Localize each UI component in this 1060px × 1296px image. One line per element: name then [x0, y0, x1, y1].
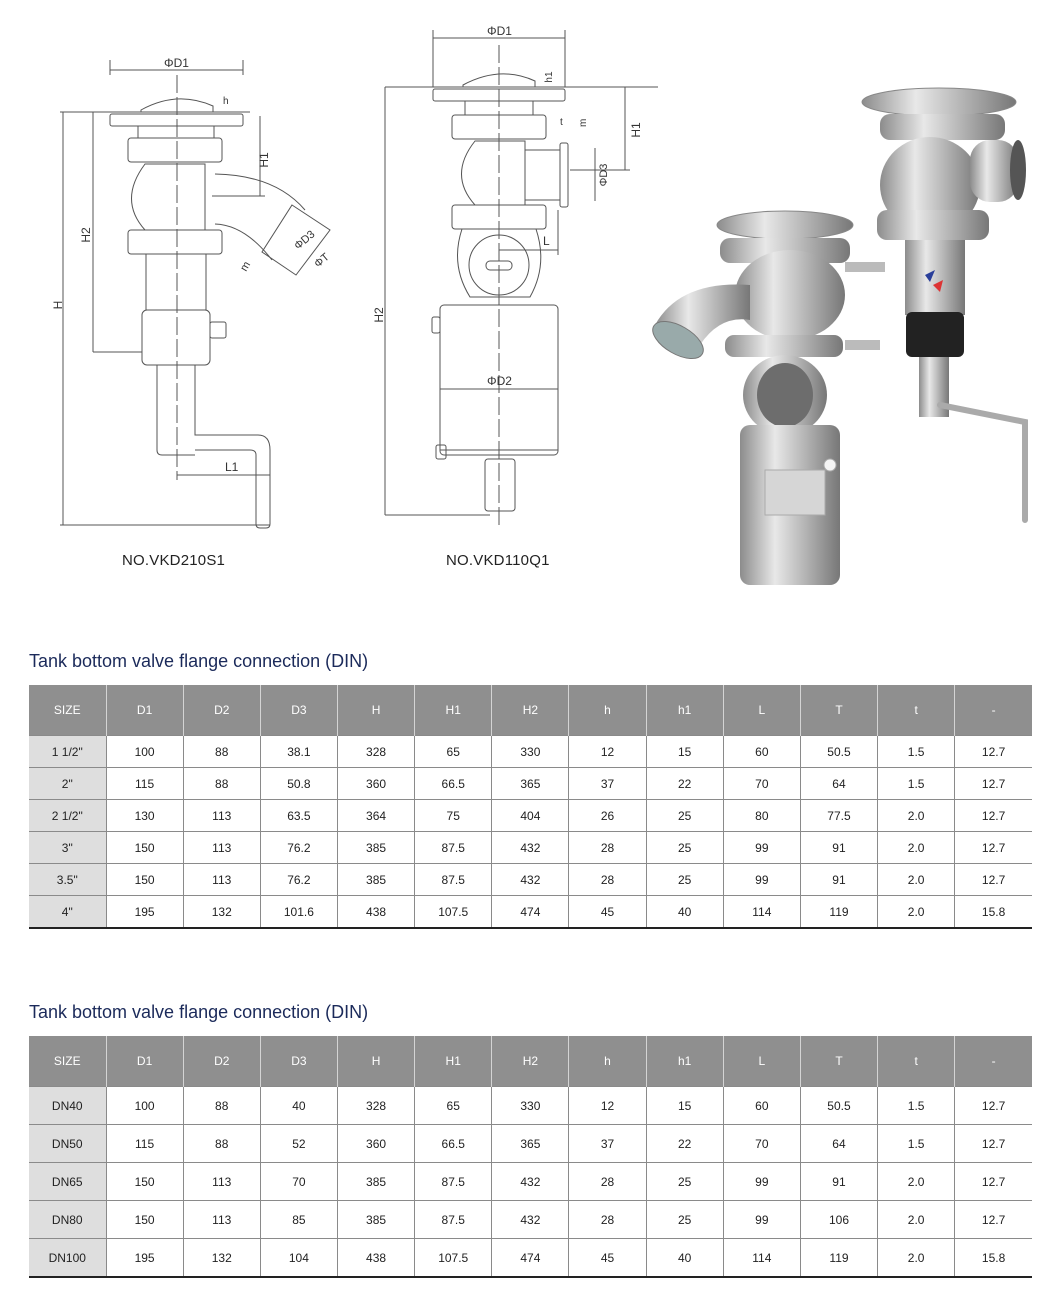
value-cell: 432	[492, 1163, 569, 1201]
table-row	[29, 800, 1032, 832]
value-cell: 45	[569, 896, 646, 929]
value-cell: 52	[260, 1125, 337, 1163]
table-row	[29, 832, 1032, 864]
value-cell: 12.7	[955, 1163, 1032, 1201]
value-cell: 87.5	[415, 832, 492, 864]
value-cell: 1.5	[878, 1125, 955, 1163]
value-cell: 12.7	[955, 768, 1032, 800]
spec-table-inch	[29, 685, 1032, 929]
svg-text:H: H	[51, 300, 65, 310]
value-cell: 91	[800, 832, 877, 864]
svg-text:ΦD1: ΦD1	[487, 24, 512, 38]
value-cell: 37	[569, 768, 646, 800]
col-header: SIZE	[29, 1036, 106, 1087]
svg-text:m: m	[238, 259, 254, 274]
value-cell: 38.1	[260, 736, 337, 768]
value-cell: 25	[646, 832, 723, 864]
table-2-title: Tank bottom valve flange connection (DIN)	[29, 1002, 369, 1022]
value-cell: 113	[183, 832, 260, 864]
value-cell: 22	[646, 768, 723, 800]
svg-text:t: t	[560, 117, 563, 128]
value-cell: 76.2	[260, 832, 337, 864]
value-cell: 40	[260, 1087, 337, 1125]
value-cell: 115	[106, 1125, 183, 1163]
size-cell: 4"	[29, 896, 106, 929]
table-header-row	[29, 1036, 1032, 1087]
value-cell: 113	[183, 1163, 260, 1201]
table-row	[29, 768, 1032, 800]
svg-text:H1: H1	[257, 152, 271, 168]
value-cell: 119	[800, 1239, 877, 1278]
value-cell: 2.0	[878, 896, 955, 929]
value-cell: 119	[800, 896, 877, 929]
col-header: L	[723, 685, 800, 736]
value-cell: 1.5	[878, 736, 955, 768]
table-row	[29, 1163, 1032, 1201]
col-header: H	[337, 1036, 414, 1087]
value-cell: 1.5	[878, 768, 955, 800]
value-cell: 106	[800, 1201, 877, 1239]
col-header: L	[723, 1036, 800, 1087]
value-cell: 87.5	[415, 1201, 492, 1239]
value-cell: 150	[106, 864, 183, 896]
value-cell: 45	[569, 1239, 646, 1278]
value-cell: 88	[183, 1125, 260, 1163]
value-cell: 22	[646, 1125, 723, 1163]
size-cell: DN40	[29, 1087, 106, 1125]
value-cell: 432	[492, 1201, 569, 1239]
value-cell: 2.0	[878, 832, 955, 864]
col-header: h	[569, 1036, 646, 1087]
value-cell: 2.0	[878, 1201, 955, 1239]
svg-text:h: h	[223, 96, 229, 107]
value-cell: 64	[800, 768, 877, 800]
col-header: H2	[492, 1036, 569, 1087]
col-header: -	[955, 685, 1032, 736]
value-cell: 385	[337, 832, 414, 864]
table-row	[29, 864, 1032, 896]
value-cell: 385	[337, 864, 414, 896]
value-cell: 15.8	[955, 896, 1032, 929]
value-cell: 100	[106, 736, 183, 768]
value-cell: 113	[183, 1201, 260, 1239]
diagram-vkd110q1	[370, 15, 660, 535]
svg-text:m: m	[578, 118, 589, 127]
value-cell: 63.5	[260, 800, 337, 832]
value-cell: 150	[106, 1201, 183, 1239]
value-cell: 12.7	[955, 1087, 1032, 1125]
col-header: h1	[646, 1036, 723, 1087]
table-row	[29, 1125, 1032, 1163]
col-header: D2	[183, 685, 260, 736]
col-header: H1	[415, 685, 492, 736]
value-cell: 100	[106, 1087, 183, 1125]
col-header: T	[800, 1036, 877, 1087]
table-header-row	[29, 685, 1032, 736]
col-header: h	[569, 685, 646, 736]
value-cell: 432	[492, 832, 569, 864]
value-cell: 77.5	[800, 800, 877, 832]
spec-table-dn	[29, 1036, 1032, 1278]
value-cell: 91	[800, 864, 877, 896]
table-row	[29, 896, 1032, 929]
value-cell: 28	[569, 1201, 646, 1239]
value-cell: 132	[183, 896, 260, 929]
value-cell: 15	[646, 736, 723, 768]
value-cell: 88	[183, 768, 260, 800]
value-cell: 328	[337, 1087, 414, 1125]
size-cell: 3.5"	[29, 864, 106, 896]
value-cell: 115	[106, 768, 183, 800]
model-caption-vkd210s1: NO.VKD210S1	[122, 552, 226, 569]
value-cell: 195	[106, 896, 183, 929]
model-caption-vkd110q1: NO.VKD110Q1	[446, 552, 550, 569]
size-cell: 1 1/2"	[29, 736, 106, 768]
value-cell: 365	[492, 768, 569, 800]
value-cell: 50.5	[800, 1087, 877, 1125]
value-cell: 107.5	[415, 1239, 492, 1278]
value-cell: 404	[492, 800, 569, 832]
value-cell: 474	[492, 1239, 569, 1278]
value-cell: 107.5	[415, 896, 492, 929]
value-cell: 65	[415, 736, 492, 768]
value-cell: 113	[183, 800, 260, 832]
size-cell: DN100	[29, 1239, 106, 1278]
value-cell: 60	[723, 1087, 800, 1125]
value-cell: 75	[415, 800, 492, 832]
value-cell: 65	[415, 1087, 492, 1125]
value-cell: 150	[106, 832, 183, 864]
value-cell: 150	[106, 1163, 183, 1201]
product-photo	[640, 80, 1040, 600]
value-cell: 26	[569, 800, 646, 832]
value-cell: 113	[183, 864, 260, 896]
valve-drawing-icon	[40, 40, 370, 540]
value-cell: 99	[723, 1163, 800, 1201]
value-cell: 15	[646, 1087, 723, 1125]
valve-photo-icon	[640, 80, 1040, 595]
value-cell: 25	[646, 864, 723, 896]
value-cell: 25	[646, 800, 723, 832]
svg-text:h1: h1	[544, 71, 555, 83]
value-cell: 85	[260, 1201, 337, 1239]
col-header: T	[800, 685, 877, 736]
col-header: H1	[415, 1036, 492, 1087]
value-cell: 114	[723, 1239, 800, 1278]
value-cell: 1.5	[878, 1087, 955, 1125]
value-cell: 12.7	[955, 800, 1032, 832]
value-cell: 88	[183, 736, 260, 768]
value-cell: 28	[569, 1163, 646, 1201]
value-cell: 130	[106, 800, 183, 832]
value-cell: 328	[337, 736, 414, 768]
value-cell: 60	[723, 736, 800, 768]
value-cell: 37	[569, 1125, 646, 1163]
svg-text:H2: H2	[79, 227, 93, 243]
col-header: D3	[260, 685, 337, 736]
value-cell: 66.5	[415, 1125, 492, 1163]
value-cell: 80	[723, 800, 800, 832]
value-cell: 99	[723, 832, 800, 864]
size-cell: DN80	[29, 1201, 106, 1239]
col-header: t	[878, 1036, 955, 1087]
value-cell: 474	[492, 896, 569, 929]
value-cell: 330	[492, 1087, 569, 1125]
value-cell: 70	[723, 768, 800, 800]
value-cell: 360	[337, 768, 414, 800]
col-header: D1	[106, 685, 183, 736]
value-cell: 40	[646, 1239, 723, 1278]
table-1-title: Tank bottom valve flange connection (DIN)	[29, 651, 369, 671]
value-cell: 76.2	[260, 864, 337, 896]
svg-text:H2: H2	[372, 307, 386, 323]
value-cell: 101.6	[260, 896, 337, 929]
size-cell: DN50	[29, 1125, 106, 1163]
value-cell: 91	[800, 1163, 877, 1201]
value-cell: 104	[260, 1239, 337, 1278]
value-cell: 2.0	[878, 864, 955, 896]
value-cell: 70	[723, 1125, 800, 1163]
value-cell: 195	[106, 1239, 183, 1278]
value-cell: 360	[337, 1125, 414, 1163]
col-header: D1	[106, 1036, 183, 1087]
svg-text:ΦD2: ΦD2	[487, 374, 512, 388]
svg-text:L1: L1	[225, 460, 239, 474]
col-header: H2	[492, 685, 569, 736]
value-cell: 87.5	[415, 864, 492, 896]
size-cell: 2 1/2"	[29, 800, 106, 832]
col-header: h1	[646, 685, 723, 736]
value-cell: 114	[723, 896, 800, 929]
value-cell: 12	[569, 736, 646, 768]
svg-text:ΦD3: ΦD3	[292, 228, 318, 253]
value-cell: 28	[569, 832, 646, 864]
value-cell: 66.5	[415, 768, 492, 800]
value-cell: 12.7	[955, 1201, 1032, 1239]
value-cell: 385	[337, 1201, 414, 1239]
value-cell: 88	[183, 1087, 260, 1125]
value-cell: 50.5	[800, 736, 877, 768]
value-cell: 25	[646, 1163, 723, 1201]
value-cell: 28	[569, 864, 646, 896]
col-header: D2	[183, 1036, 260, 1087]
value-cell: 50.8	[260, 768, 337, 800]
value-cell: 12.7	[955, 864, 1032, 896]
value-cell: 2.0	[878, 1239, 955, 1278]
table-row	[29, 736, 1032, 768]
svg-text:L: L	[543, 234, 550, 248]
svg-text:ΦD1: ΦD1	[164, 56, 189, 70]
value-cell: 87.5	[415, 1163, 492, 1201]
value-cell: 25	[646, 1201, 723, 1239]
diagram-vkd210s1	[40, 40, 370, 540]
value-cell: 12.7	[955, 1125, 1032, 1163]
value-cell: 432	[492, 864, 569, 896]
table-row	[29, 1239, 1032, 1278]
svg-text:ΦT: ΦT	[312, 251, 332, 271]
col-header: -	[955, 1036, 1032, 1087]
size-cell: 3"	[29, 832, 106, 864]
value-cell: 365	[492, 1125, 569, 1163]
value-cell: 12.7	[955, 736, 1032, 768]
value-cell: 438	[337, 896, 414, 929]
value-cell: 438	[337, 1239, 414, 1278]
value-cell: 70	[260, 1163, 337, 1201]
value-cell: 330	[492, 736, 569, 768]
svg-text:ΦD3: ΦD3	[598, 163, 610, 187]
col-header: H	[337, 685, 414, 736]
value-cell: 15.8	[955, 1239, 1032, 1278]
value-cell: 364	[337, 800, 414, 832]
col-header: D3	[260, 1036, 337, 1087]
value-cell: 385	[337, 1163, 414, 1201]
table-row	[29, 1087, 1032, 1125]
svg-text:H1: H1	[629, 122, 643, 138]
value-cell: 2.0	[878, 800, 955, 832]
value-cell: 40	[646, 896, 723, 929]
size-cell: 2"	[29, 768, 106, 800]
col-header: t	[878, 685, 955, 736]
value-cell: 12.7	[955, 832, 1032, 864]
value-cell: 2.0	[878, 1163, 955, 1201]
value-cell: 64	[800, 1125, 877, 1163]
value-cell: 99	[723, 864, 800, 896]
col-header: SIZE	[29, 685, 106, 736]
value-cell: 132	[183, 1239, 260, 1278]
valve-drawing-icon	[370, 15, 660, 535]
table-row	[29, 1201, 1032, 1239]
size-cell: DN65	[29, 1163, 106, 1201]
value-cell: 12	[569, 1087, 646, 1125]
value-cell: 99	[723, 1201, 800, 1239]
